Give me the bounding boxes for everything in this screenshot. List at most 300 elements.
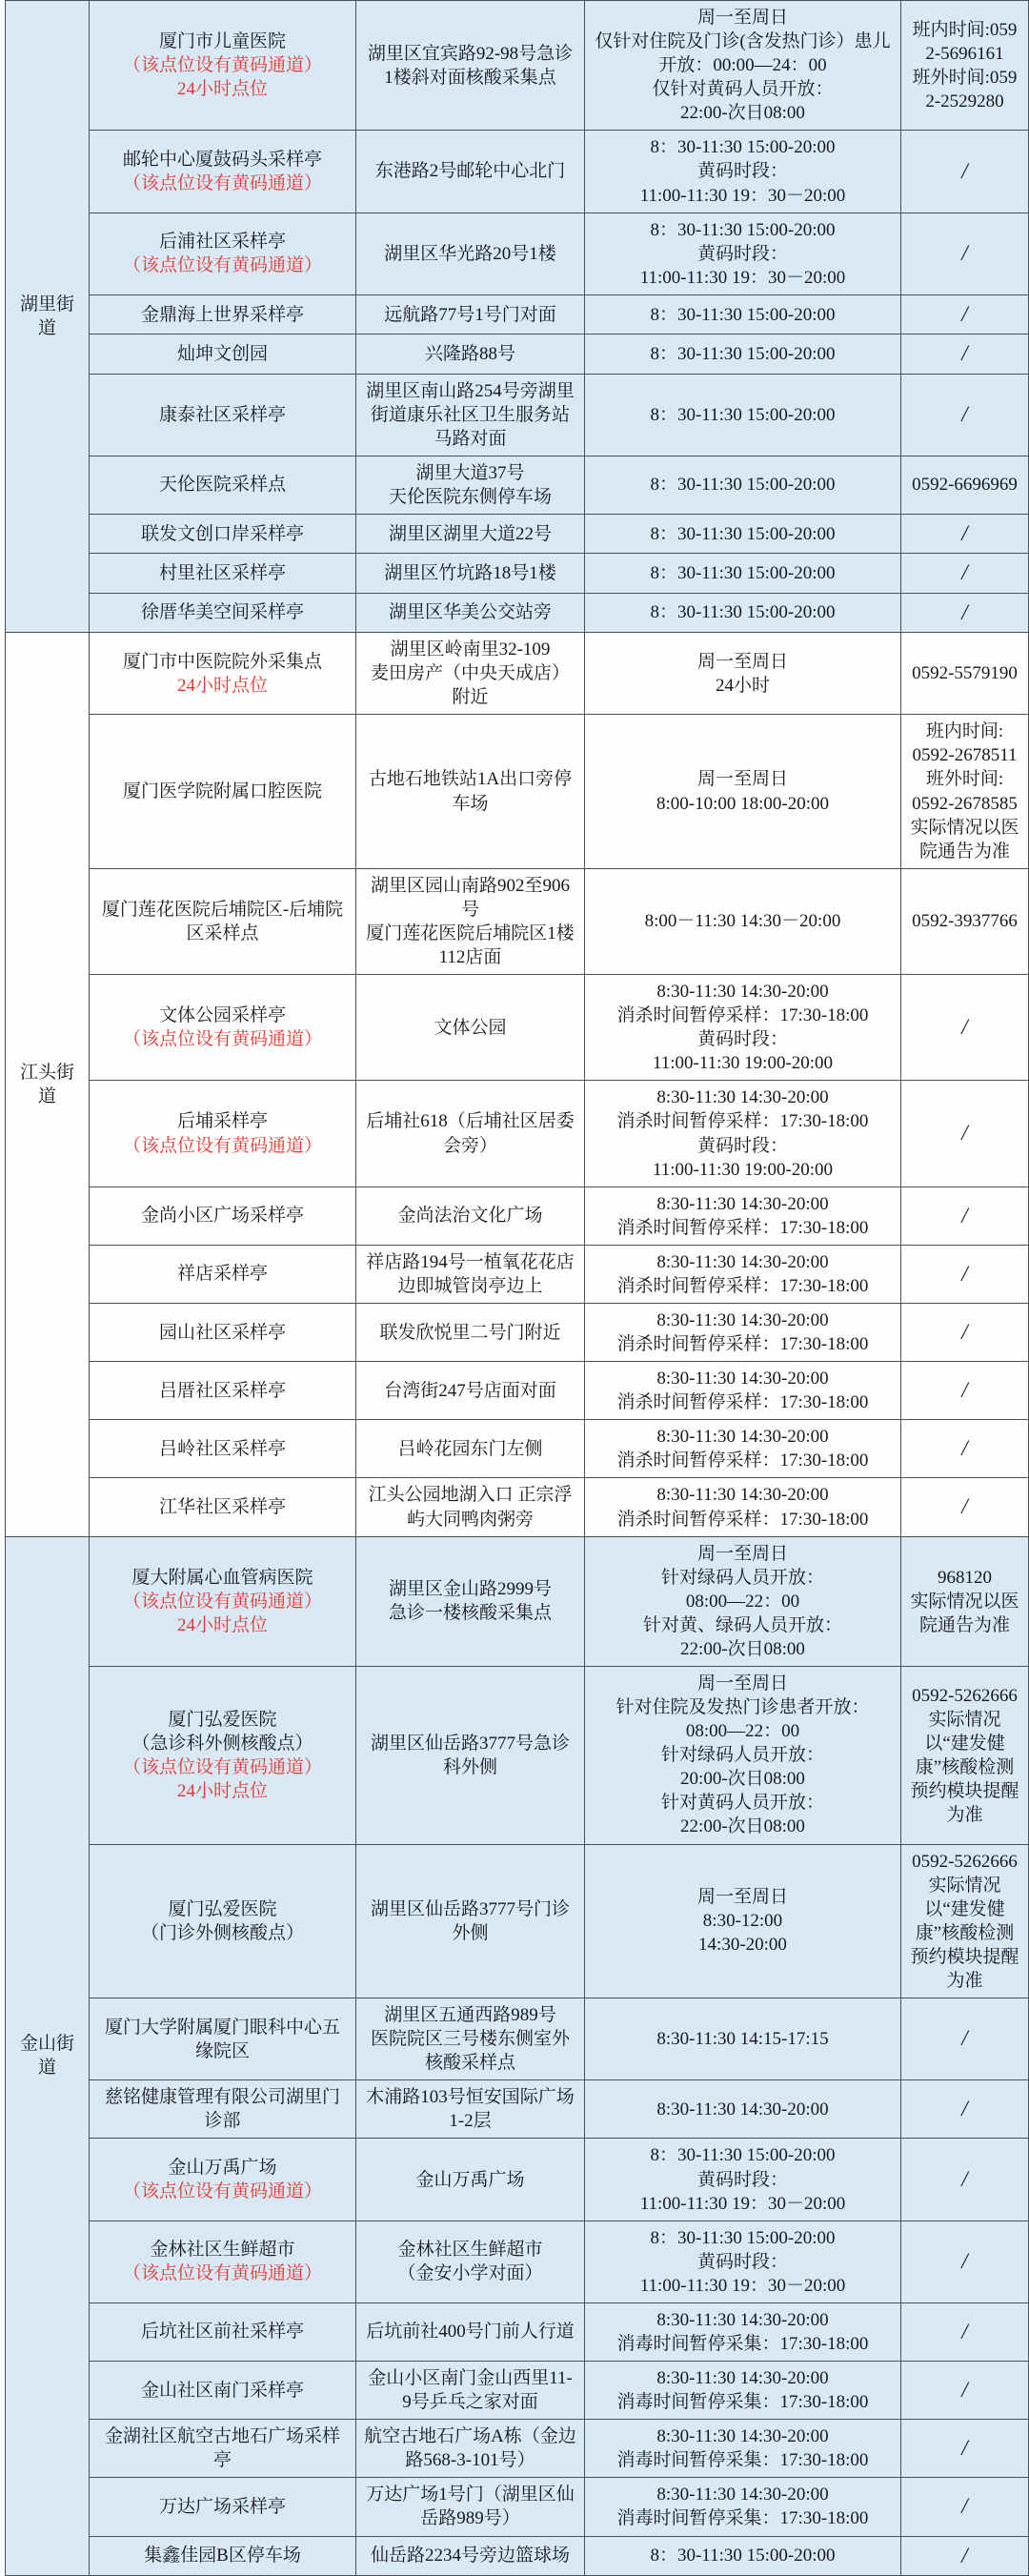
hours-line: 11:00-11:30 19：30－20:00: [639, 185, 846, 206]
phone-cell: [901, 1187, 1029, 1245]
address-cell: [356, 1667, 585, 1845]
phone-cell: [901, 633, 1029, 715]
hours-cell: [585, 715, 901, 868]
site-name-line: 后浦社区采样亭: [158, 232, 286, 253]
site-name-line: （急诊科外侧核酸点）: [131, 1733, 313, 1754]
site-name-line: 金山万禹广场: [168, 2157, 277, 2178]
hours-line: 8：30-11:30 15:00-20:00: [650, 219, 836, 240]
phone-cell: [901, 1844, 1029, 1998]
table-row: [6, 213, 1029, 294]
address-line: 湖里区五通西路989号: [384, 2005, 556, 2026]
address-line: 湖里区仙岳路3777号门诊外侧: [370, 1898, 570, 1943]
table-row: [6, 1081, 1029, 1187]
site-name-line: 24小时点位: [176, 1614, 268, 1635]
hours-line: 8:30-11:30 14:30-20:00: [656, 2368, 829, 2389]
site-name-cell: [90, 213, 356, 294]
phone-line: 班内时间:0592-5696161: [912, 19, 1018, 64]
site-name-line: 厦门莲花医院后埔院区-后埔院区采样点: [101, 899, 344, 943]
site-name-line: 江华社区采样亭: [158, 1497, 286, 1517]
hours-line: 08:00—22：00: [685, 1591, 800, 1612]
hours-line: 8：30-11:30 15:00-20:00: [650, 137, 836, 158]
hours-line: 22:00-次日08:00: [680, 1816, 805, 1837]
hours-line: 14:30-20:00: [698, 1935, 787, 1956]
table-row: [6, 1245, 1029, 1303]
phone-line: 实际情况以医院通告为准: [910, 1591, 1019, 1635]
address-cell: [356, 2139, 585, 2221]
phone-cell: [901, 1245, 1029, 1303]
phone-line: 0592-6696969: [912, 475, 1018, 496]
site-name-line: （该点位设有黄码通道）: [122, 255, 322, 276]
hours-line: 消杀时间暂停采样：17:30-18:00: [616, 1392, 869, 1413]
hours-line: 8:30-11:30 14:30-20:00: [656, 1427, 829, 1448]
hours-cell: [585, 2139, 901, 2221]
phone-line: /: [961, 520, 968, 545]
hours-line: 11:00-11:30 19：30－20:00: [639, 2275, 846, 2296]
phone-cell: [901, 456, 1029, 514]
table-row: [6, 131, 1029, 213]
table-row: [6, 1187, 1029, 1245]
street-group-cell: [6, 633, 90, 1537]
table-row: [6, 335, 1029, 374]
address-cell: [356, 593, 585, 632]
phone-cell: [901, 2362, 1029, 2420]
address-line: 联发欣悦里二号门附近: [379, 1322, 561, 1343]
address-cell: [356, 1844, 585, 1998]
phone-cell: [901, 715, 1029, 868]
site-name-cell: [90, 131, 356, 213]
hours-line: 8:30-11:30 14:15-17:15: [656, 2029, 829, 2050]
site-name-line: （该点位设有黄码通道）: [122, 1135, 322, 1156]
address-cell: [356, 1998, 585, 2080]
table-row: [6, 1362, 1029, 1420]
site-name-line: 厦大附属心血管病医院: [131, 1567, 313, 1588]
address-cell: [356, 1478, 585, 1536]
site-name-line: 厦门弘爱医院: [168, 1898, 277, 1919]
site-name-line: 金尚小区广场采样亭: [140, 1206, 304, 1227]
hours-line: 仅针对住院及门诊(含发热门诊）患儿开放：00:00—24：00: [595, 31, 891, 76]
hours-cell: [585, 975, 901, 1081]
phone-line: 实际情况以医院通告为准: [910, 817, 1019, 862]
phone-cell: [901, 2221, 1029, 2302]
phone-line: /: [961, 2319, 968, 2343]
phone-cell: [901, 2139, 1029, 2221]
address-line: 金尚法治文化广场: [397, 1206, 543, 1227]
table-row: [6, 1420, 1029, 1478]
phone-line: /: [961, 2494, 968, 2519]
hours-line: 周一至周日: [696, 8, 788, 28]
table-row: [6, 374, 1029, 456]
hours-cell: [585, 593, 901, 632]
address-cell: [356, 335, 585, 374]
site-name-cell: [90, 593, 356, 632]
hours-line: 11:00-11:30 19:00-20:00: [652, 1053, 834, 1074]
phone-cell: [901, 975, 1029, 1081]
site-name-line: 祥店采样亭: [176, 1264, 268, 1285]
hours-line: 消杀时间暂停采样：17:30-18:00: [616, 1275, 869, 1296]
hours-line: 8:30-12:00: [702, 1911, 783, 1932]
address-line: 后埔社618（后埔社区居委会旁）: [366, 1111, 575, 1156]
hours-line: 消毒时间暂停采集：17:30-18:00: [616, 2392, 869, 2413]
site-name-line: 吕厝社区采样亭: [158, 1380, 286, 1401]
phone-line: 实际情况以“建发健康”核酸检测预约模块提醒为准: [910, 1875, 1019, 1991]
address-line: 湖里区园山南路902至906号: [370, 875, 570, 920]
hours-cell: [585, 1187, 901, 1245]
site-name-cell: [90, 975, 356, 1081]
hours-line: 针对住院及发热门诊患者开放：: [615, 1697, 870, 1718]
address-line: 古地石地铁站1A出口旁停车场: [368, 769, 573, 814]
address-line: 文体公园: [434, 1017, 507, 1038]
hours-line: 11:00-11:30 19:00-20:00: [652, 1159, 834, 1180]
address-cell: [356, 1420, 585, 1478]
phone-line: /: [961, 2249, 968, 2274]
site-name-cell: [90, 1362, 356, 1420]
address-line: 金林社区生鲜超市: [397, 2240, 543, 2261]
hours-line: 黄码时段：: [696, 1029, 788, 1050]
phone-cell: [901, 1081, 1029, 1187]
site-name-cell: [90, 2139, 356, 2221]
hours-cell: [585, 456, 901, 514]
site-name-line: 联发文创口岸采样亭: [140, 523, 304, 544]
site-name-cell: [90, 1304, 356, 1362]
site-name-cell: [90, 2302, 356, 2361]
phone-line: 0592-2678585: [912, 793, 1018, 814]
hours-line: 仅针对黄码人员开放：: [652, 79, 834, 100]
phone-line: /: [961, 1319, 968, 1344]
hours-line: 8:30-11:30 14:30-20:00: [656, 1251, 829, 1272]
street-group-cell: [6, 1, 90, 633]
site-name-line: 24小时点位: [176, 79, 268, 100]
hours-line: 8:30-11:30 14:30-20:00: [656, 1087, 829, 1108]
hours-cell: [585, 1362, 901, 1420]
phone-line: 0592-5262666: [912, 1851, 1018, 1872]
phone-cell: [901, 1304, 1029, 1362]
address-line: 江头公园地湖入口 正宗浮屿大同鸭肉粥旁: [368, 1485, 573, 1530]
phone-line: /: [961, 158, 968, 183]
hours-line: 针对黄、绿码人员开放：: [642, 1614, 842, 1635]
site-name-line: 金山社区南门采样亭: [140, 2380, 304, 2401]
hours-cell: [585, 514, 901, 553]
table-row: [6, 1844, 1029, 1998]
hours-cell: [585, 2302, 901, 2361]
phone-cell: [901, 2420, 1029, 2478]
site-name-line: （门诊外侧核酸点）: [140, 1922, 304, 1943]
site-name-cell: [90, 1844, 356, 1998]
phone-cell: [901, 294, 1029, 334]
address-line: 麦田房产（中央天成店）附近: [370, 663, 570, 708]
address-line: 吕岭花园东门左侧: [397, 1438, 543, 1459]
phone-line: /: [961, 241, 968, 266]
site-name-cell: [90, 1187, 356, 1245]
hours-line: 8:00-10:00 18:00-20:00: [656, 793, 830, 814]
phone-line: /: [961, 341, 968, 366]
address-cell: [356, 975, 585, 1081]
site-name-line: （该点位设有黄码通道）: [122, 173, 322, 193]
phone-cell: [901, 1998, 1029, 2080]
address-line: 急诊一楼核酸采集点: [388, 1603, 552, 1624]
hours-line: 针对黄码人员开放：: [660, 1793, 824, 1814]
address-cell: [356, 554, 585, 593]
address-line: 天伦医院东侧停车场: [388, 486, 552, 507]
phone-line: 实际情况以“建发健康”核酸检测预约模块提醒为准: [910, 1709, 1019, 1825]
site-name-line: 厦门医学院附属口腔医院: [122, 781, 322, 801]
hours-line: 22:00-次日08:00: [680, 1638, 805, 1659]
phone-cell: [901, 2478, 1029, 2536]
table-row: [6, 514, 1029, 553]
site-name-cell: [90, 456, 356, 514]
phone-line: /: [961, 1494, 968, 1519]
hours-line: 8：30-11:30 15:00-20:00: [650, 304, 836, 325]
site-name-line: （该点位设有黄码通道）: [122, 55, 322, 76]
site-name-cell: [90, 1081, 356, 1187]
phone-line: /: [961, 1121, 968, 1146]
address-line: 湖里区金山路2999号: [388, 1579, 552, 1600]
address-line: 湖里区湖里大道22号: [388, 523, 552, 544]
site-name-line: 厦门市中医院院外采集点: [122, 651, 322, 672]
address-line: 万达广场1号门（湖里区仙岳路989号）: [366, 2485, 575, 2529]
hours-line: 黄码时段：: [696, 1135, 788, 1156]
hours-line: 消杀时间暂停采样：17:30-18:00: [616, 1334, 869, 1355]
phone-line: /: [961, 599, 968, 624]
hours-line: 8：30-11:30 15:00-20:00: [650, 2227, 836, 2248]
hours-cell: [585, 1536, 901, 1666]
hours-line: 8:30-11:30 14:30-20:00: [656, 1310, 829, 1330]
address-line: 后坑前社400号门前人行道: [366, 2322, 575, 2343]
phone-line: /: [961, 1203, 968, 1227]
table-row: [6, 1, 1029, 131]
hours-cell: [585, 554, 901, 593]
site-name-line: 厦门大学附属厦门眼科中心五缘院区: [104, 2017, 340, 2061]
site-name-cell: [90, 1478, 356, 1536]
address-line: 湖里区华美公交站旁: [388, 602, 552, 623]
table-row: [6, 1667, 1029, 1845]
phone-line: /: [961, 2097, 968, 2121]
hours-line: 11:00-11:30 19：30－20:00: [639, 2193, 846, 2214]
site-name-line: 后坑社区前社采样亭: [140, 2322, 304, 2343]
address-line: 厦门莲花医院后埔院区1楼112店面: [366, 923, 575, 967]
hours-line: 8：30-11:30 15:00-20:00: [650, 602, 836, 623]
hours-line: 8:30-11:30 14:30-20:00: [656, 1193, 829, 1214]
hours-cell: [585, 2362, 901, 2420]
hours-cell: [585, 1478, 901, 1536]
hours-line: 针对绿码人员开放：: [660, 1567, 824, 1588]
site-name-line: 邮轮中心厦鼓码头采样亭: [122, 149, 322, 170]
address-line: 金山万禹广场: [415, 2169, 525, 2190]
hours-cell: [585, 2478, 901, 2536]
phone-cell: [901, 131, 1029, 213]
hours-line: 消毒时间暂停采集：17:30-18:00: [616, 2508, 869, 2529]
address-line: 木浦路103号恒安国际广场1-2层: [366, 2087, 575, 2132]
hours-line: 8：30-11:30 15:00-20:00: [650, 2546, 836, 2566]
phone-line: 0592-2678511: [912, 745, 1018, 766]
site-name-line: （该点位设有黄码通道）: [122, 2181, 322, 2202]
site-name-line: 康泰社区采样亭: [158, 404, 286, 425]
hours-line: 周一至周日: [696, 1673, 788, 1694]
address-line: 湖里区南山路254号旁湖里街道康乐社区卫生服务站马路对面: [366, 380, 575, 449]
address-line: 湖里区岭南里32-109: [390, 639, 551, 660]
site-name-cell: [90, 1667, 356, 1845]
site-name-cell: [90, 1245, 356, 1303]
hours-cell: [585, 2536, 901, 2575]
address-cell: [356, 294, 585, 334]
site-name-cell: [90, 2080, 356, 2139]
phone-cell: [901, 1478, 1029, 1536]
table-row: [6, 868, 1029, 974]
address-line: 仙岳路2234号旁边篮球场: [370, 2546, 570, 2566]
table-row: [6, 2478, 1029, 2536]
table-row: [6, 456, 1029, 514]
address-cell: [356, 2536, 585, 2575]
address-cell: [356, 514, 585, 553]
address-cell: [356, 2420, 585, 2478]
phone-line: 班外时间:: [925, 769, 1004, 790]
phone-cell: [901, 593, 1029, 632]
hours-line: 8:30-11:30 14:30-20:00: [656, 982, 829, 1003]
address-cell: [356, 1187, 585, 1245]
phone-line: /: [961, 402, 968, 427]
phone-cell: [901, 2302, 1029, 2361]
site-name-line: 后埔采样亭: [176, 1111, 268, 1132]
hours-cell: [585, 1245, 901, 1303]
phone-cell: [901, 1420, 1029, 1478]
site-name-line: （该点位设有黄码通道）: [122, 1029, 322, 1050]
address-cell: [356, 633, 585, 715]
address-cell: [356, 1304, 585, 1362]
phone-cell: [901, 2536, 1029, 2575]
site-name-cell: [90, 868, 356, 974]
address-cell: [356, 1, 585, 131]
address-cell: [356, 2478, 585, 2536]
hours-line: 8:30-11:30 14:30-20:00: [656, 2426, 829, 2447]
site-name-line: 万达广场采样亭: [158, 2496, 286, 2517]
hours-line: 8:00－11:30 14:30－20:00: [644, 911, 841, 932]
address-cell: [356, 2362, 585, 2420]
phone-cell: [901, 1536, 1029, 1666]
site-name-line: 园山社区采样亭: [158, 1322, 286, 1343]
site-name-cell: [90, 1536, 356, 1666]
hours-line: 周一至周日: [696, 769, 788, 790]
hours-line: 消杀时间暂停采样：17:30-18:00: [616, 1111, 869, 1132]
address-cell: [356, 2302, 585, 2361]
phone-line: /: [961, 1378, 968, 1403]
hours-line: 8：30-11:30 15:00-20:00: [650, 343, 836, 364]
site-name-cell: [90, 2478, 356, 2536]
address-line: 湖里大道37号: [415, 462, 525, 483]
address-cell: [356, 131, 585, 213]
site-name-line: 金鼎海上世界采样亭: [140, 304, 304, 325]
hours-line: 消毒时间暂停采集：17:30-18:00: [616, 2333, 869, 2354]
hours-cell: [585, 335, 901, 374]
address-line: 金山小区南门金山西里11-9号乒乓之家对面: [368, 2368, 573, 2413]
address-cell: [356, 868, 585, 974]
phone-line: /: [961, 2026, 968, 2051]
address-line: 医院院区三号楼东侧室外核酸采样点: [370, 2029, 570, 2074]
site-name-line: 厦门弘爱医院: [168, 1709, 277, 1730]
address-cell: [356, 1081, 585, 1187]
address-line: 兴隆路88号: [424, 343, 515, 364]
phone-line: 0592-5262666: [912, 1685, 1018, 1706]
hours-line: 黄码时段：: [696, 243, 788, 264]
site-name-line: 灿坤文创园: [176, 343, 268, 364]
phone-line: /: [961, 1015, 968, 1040]
site-name-cell: [90, 1, 356, 131]
site-name-cell: [90, 715, 356, 868]
site-name-line: 慈铭健康管理有限公司湖里门诊部: [104, 2087, 340, 2132]
hours-line: 周一至周日: [696, 1887, 788, 1908]
site-name-cell: [90, 2536, 356, 2575]
address-line: 湖里区宜宾路92-98号急诊1楼斜对面核酸采集点: [367, 43, 574, 88]
hours-cell: [585, 1081, 901, 1187]
site-name-line: （该点位设有黄码通道）: [122, 1591, 322, 1612]
table-row: [6, 715, 1029, 868]
table-row: [6, 2302, 1029, 2361]
site-name-cell: [90, 1420, 356, 1478]
hours-cell: [585, 868, 901, 974]
site-name-cell: [90, 2420, 356, 2478]
phone-cell: [901, 1, 1029, 131]
phone-line: /: [961, 1436, 968, 1461]
hours-line: 8:30-11:30 14:30-20:00: [656, 1485, 829, 1506]
hours-line: 8：30-11:30 15:00-20:00: [650, 562, 836, 583]
hours-line: 8:30-11:30 14:30-20:00: [656, 2099, 829, 2120]
phone-cell: [901, 514, 1029, 553]
hours-cell: [585, 213, 901, 294]
hours-line: 8:30-11:30 14:30-20:00: [656, 1369, 829, 1389]
table-row: [6, 975, 1029, 1081]
phone-cell: [901, 374, 1029, 456]
phone-line: 0592-3937766: [912, 911, 1018, 932]
hours-line: 周一至周日: [696, 1543, 788, 1564]
hours-line: 针对绿码人员开放：: [660, 1745, 824, 1766]
hours-cell: [585, 2080, 901, 2139]
table-row: [6, 1304, 1029, 1362]
hours-line: 8：30-11:30 15:00-20:00: [650, 523, 836, 544]
phone-line: /: [961, 2166, 968, 2191]
hours-cell: [585, 294, 901, 334]
address-line: 航空古地石广场A栋（金边路568-3-101号）: [364, 2426, 576, 2471]
site-name-cell: [90, 374, 356, 456]
address-line: 东港路2号邮轮中心北门: [374, 161, 566, 182]
table-row: [6, 2080, 1029, 2139]
hours-line: 周一至周日: [696, 651, 788, 672]
hours-cell: [585, 1, 901, 131]
address-cell: [356, 456, 585, 514]
address-line: 祥店路194号一植氧花花店边即城管岗亭边上: [366, 1251, 575, 1296]
site-name-line: 天伦医院采样点: [158, 475, 286, 496]
hours-line: 消杀时间暂停采样：17:30-18:00: [616, 1217, 869, 1238]
address-line: 湖里区华光路20号1楼: [384, 243, 556, 264]
table-row: [6, 2362, 1029, 2420]
phone-cell: [901, 1362, 1029, 1420]
site-name-cell: [90, 514, 356, 553]
table-row: [6, 2420, 1029, 2478]
hours-cell: [585, 1420, 901, 1478]
phone-line: /: [961, 2377, 968, 2402]
table-row: [6, 2221, 1029, 2302]
hours-line: 8：30-11:30 15:00-20:00: [650, 404, 836, 425]
address-cell: [356, 715, 585, 868]
phone-line: /: [961, 301, 968, 326]
address-cell: [356, 1536, 585, 1666]
site-name-line: （该点位设有黄码通道）: [122, 2263, 322, 2284]
hours-line: 消杀时间暂停采样：17:30-18:00: [616, 1005, 869, 1026]
phone-cell: [901, 868, 1029, 974]
phone-cell: [901, 213, 1029, 294]
sampling-sites-tbody: [6, 1, 1029, 2576]
phone-line: /: [961, 560, 968, 585]
hours-line: 22:00-次日08:00: [680, 103, 805, 124]
phone-line: /: [961, 2436, 968, 2461]
address-line: （金安小学对面）: [397, 2263, 543, 2284]
